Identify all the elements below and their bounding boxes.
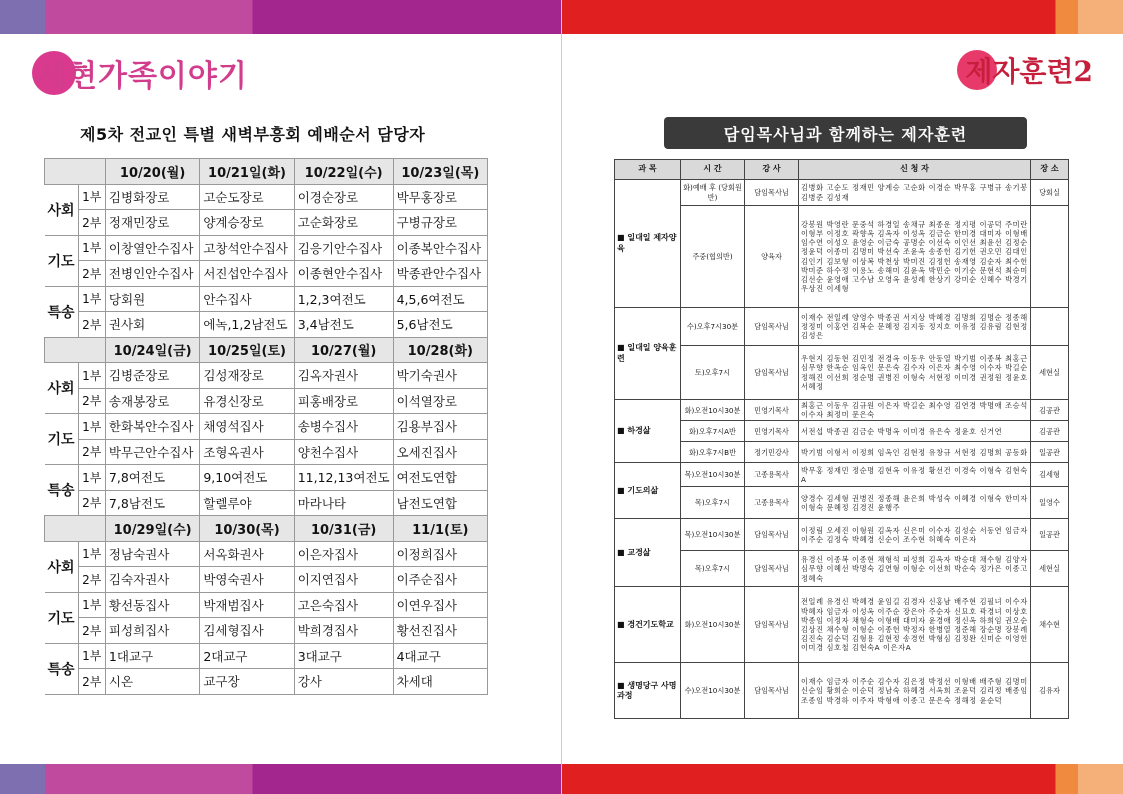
assignee-cell: 2대교구	[200, 643, 294, 669]
place-cell: 김세형	[1031, 463, 1069, 487]
assignee-cell: 이종복안수집사	[393, 235, 487, 261]
brand-logo	[965, 50, 1093, 90]
header-blank	[45, 516, 106, 542]
assignee-cell: 채영석집사	[200, 414, 294, 440]
teacher-cell: 양육자	[745, 206, 799, 308]
table-row	[45, 669, 488, 695]
session-cell: 1부	[78, 592, 105, 618]
header-blank	[45, 159, 106, 185]
assignee-cell: 한화복안수집사	[105, 414, 199, 440]
assignee-cell: 안수집사	[200, 286, 294, 312]
table-row	[615, 206, 1069, 308]
assignee-cell: 조형옥권사	[200, 439, 294, 465]
time-cell: 토)오후7시	[681, 346, 745, 400]
brand-text: 세현가족이야기	[38, 59, 248, 94]
place-cell: 일영수	[1031, 487, 1069, 519]
table-row	[615, 346, 1069, 400]
participants-cell: 양경수 김세형 권병진 정종해 윤은희 박성숙 이혜경 이형숙 한미자 이형숙 문혜정 김경진 윤행주	[799, 487, 1031, 519]
schedule-title: 제5차 전교인 특별 새벽부흥회 예배순서 담당자	[80, 125, 426, 144]
session-cell: 2부	[78, 388, 105, 414]
table-row	[45, 618, 488, 644]
teacher-cell: 민영기목사	[745, 421, 799, 442]
date-header: 10/24일(금)	[105, 337, 199, 363]
table-row	[45, 567, 488, 593]
place-cell: 당회실	[1031, 180, 1069, 206]
category-cell: 사회	[45, 541, 79, 592]
date-header: 10/22일(수)	[294, 159, 393, 185]
place-cell: 김공관	[1031, 400, 1069, 421]
session-cell: 1부	[78, 235, 105, 261]
time-cell: 목)오전10시30분	[681, 463, 745, 487]
date-header: 10/28(화)	[393, 337, 487, 363]
assignee-cell: 송병수집사	[294, 414, 393, 440]
table-row	[45, 439, 488, 465]
assignee-cell: 정남숙권사	[105, 541, 199, 567]
place-cell	[1031, 206, 1069, 308]
table-row	[45, 312, 488, 338]
date-header: 10/30(목)	[200, 516, 294, 542]
category-cell: 기도	[45, 414, 79, 465]
time-cell: 목)오후7시	[681, 551, 745, 587]
session-cell: 1부	[78, 363, 105, 389]
assignee-cell: 피성희집사	[105, 618, 199, 644]
teacher-cell: 담임목사님	[745, 587, 799, 663]
assignee-cell: 이연우집사	[393, 592, 487, 618]
time-cell: 화)예배 후 (당회원반)	[681, 180, 745, 206]
assignee-cell: 구병규장로	[393, 210, 487, 236]
place-cell: 채수현	[1031, 587, 1069, 663]
time-cell: 화)오후7시B반	[681, 442, 745, 463]
training-table	[614, 159, 1069, 719]
course-name: ■ 일대일 양육훈련	[615, 308, 681, 400]
course-name: ■ 일대일 제자양육	[615, 180, 681, 308]
assignee-cell: 4,5,6여전도	[393, 286, 487, 312]
session-cell: 1부	[78, 643, 105, 669]
table-row	[45, 363, 488, 389]
assignee-cell: 1대교구	[105, 643, 199, 669]
time-cell: 화)오전10시30분	[681, 587, 745, 663]
assignee-cell: 4대교구	[393, 643, 487, 669]
session-cell: 2부	[78, 669, 105, 695]
table-row	[45, 184, 488, 210]
column-header: 시 간	[681, 160, 745, 180]
table-row	[45, 261, 488, 287]
assignee-cell: 박기숙권사	[393, 363, 487, 389]
assignee-cell: 김숙자권사	[105, 567, 199, 593]
assignee-cell: 박영숙권사	[200, 567, 294, 593]
assignee-cell: 이주순집사	[393, 567, 487, 593]
column-header: 강 사	[745, 160, 799, 180]
assignee-cell: 9,10여전도	[200, 465, 294, 491]
assignee-cell: 남전도연합	[393, 490, 487, 516]
session-cell: 2부	[78, 618, 105, 644]
assignee-cell: 이은자집사	[294, 541, 393, 567]
teacher-cell: 민영기목사	[745, 400, 799, 421]
assignee-cell: 당회원	[105, 286, 199, 312]
assignee-cell: 교구장	[200, 669, 294, 695]
bottom-color-bar	[562, 764, 1123, 794]
table-row	[45, 541, 488, 567]
time-cell: 수)오전10시30분	[681, 663, 745, 719]
date-header: 10/25일(토)	[200, 337, 294, 363]
assignee-cell: 김세형집사	[200, 618, 294, 644]
assignee-cell: 김응기안수집사	[294, 235, 393, 261]
place-cell: 일공관	[1031, 519, 1069, 551]
training-title: 담임목사님과 함께하는 제자훈련	[664, 117, 1027, 149]
column-header: 신 청 자	[799, 160, 1031, 180]
assignee-cell: 고순화장로	[294, 210, 393, 236]
assignee-cell: 김옥자권사	[294, 363, 393, 389]
bottom-color-bar	[0, 764, 561, 794]
participants-cell: 김병화 고순도 정재민 양계승 고순화 이경순 박무홍 구병규 송기봉 김병준 김성재	[799, 180, 1031, 206]
brand-text: 제자훈련2	[965, 55, 1093, 88]
teacher-cell: 담임목사님	[745, 346, 799, 400]
table-row	[45, 465, 488, 491]
table-row	[45, 286, 488, 312]
brand-logo	[32, 48, 248, 98]
teacher-cell: 담임목사님	[745, 551, 799, 587]
session-cell: 1부	[78, 286, 105, 312]
top-color-bar	[562, 0, 1123, 34]
course-name: ■ 교경삶	[615, 519, 681, 587]
place-cell: 김유자	[1031, 663, 1069, 719]
table-row	[45, 592, 488, 618]
place-cell	[1031, 308, 1069, 346]
assignee-cell: 김성재장로	[200, 363, 294, 389]
table-row	[615, 442, 1069, 463]
assignee-cell: 에녹,1,2남전도	[200, 312, 294, 338]
category-cell: 사회	[45, 363, 79, 414]
table-row	[615, 180, 1069, 206]
assignee-cell: 이석열장로	[393, 388, 487, 414]
participants-cell: 우현지 김동현 김민정 전경옥 이동우 안동열 박기범 이종복 최홍근 심무향 한옥순 임옥인 문은숙 김수자 이은자 최수영 이수자 박길순 정해진 이선희 정순명 권병진 이형숙 서현정 이미경 권정원 정윤호 서혜정	[799, 346, 1031, 400]
left-page	[0, 0, 561, 794]
table-row	[45, 490, 488, 516]
assignee-cell: 강사	[294, 669, 393, 695]
participants-cell: 이재수 임금자 이주순 김수자 김은정 박정선 이형배 배주형 김명미 신순임 황희순 이순덕 정남숙 하혜경 서옥희 조윤덕 김리정 배종임 조종임 박경하 이주자 박형애 이종고 문은숙 정해정 윤순덕	[799, 663, 1031, 719]
participants-cell: 강봉원 박영란 문중석 하경일 송채규 최종운 정지평 이공덕 주미란 이형부 이정호 곽향옥 김옥자 이성옥 김금순 한미경 대미자 이형배 임수연 이성오 윤영순 이금숙 공명순 이선숙 이인선 최윤선 김정순 정윤덕 이종미 김명미 박선숙 조윤옥 송종헌 김기헌 권오민 김대인 김인기 김보형 이상복 박천상 박미진 김정헌 송재영 김순자 최수헌 박미준 하수정 이용노 송해미 김윤옥 박민순 이기순 문현석 최순미 김선순 윤영애 고수남 오영옥 윤성례 한상기 강미순 신혜수 박경기 우상진 이세형	[799, 206, 1031, 308]
category-cell: 특송	[45, 286, 79, 337]
assignee-cell: 시온	[105, 669, 199, 695]
time-cell: 목)오후7시	[681, 487, 745, 519]
table-row	[615, 308, 1069, 346]
participants-cell: 이정림 오세진 이형원 김옥자 신은미 이수자 김성순 서동연 임금자 이주순 김정숙 박혜경 신순이 조수현 허혜숙 이은자	[799, 519, 1031, 551]
assignee-cell: 이정희집사	[393, 541, 487, 567]
course-name: ■ 기도의삶	[615, 463, 681, 519]
assignee-cell: 고은숙집사	[294, 592, 393, 618]
assignee-cell: 고창석안수집사	[200, 235, 294, 261]
top-color-bar	[0, 0, 561, 34]
time-cell: 주중(협의반)	[681, 206, 745, 308]
assignee-cell: 피홍배장로	[294, 388, 393, 414]
date-header-row	[45, 516, 488, 542]
date-header: 10/29일(수)	[105, 516, 199, 542]
category-cell: 사회	[45, 184, 79, 235]
teacher-cell: 담임목사님	[745, 180, 799, 206]
place-cell: 일공관	[1031, 442, 1069, 463]
table-row	[615, 487, 1069, 519]
category-cell: 특송	[45, 643, 79, 694]
assignee-cell: 권사회	[105, 312, 199, 338]
course-name: ■ 생명당구 사명과정	[615, 663, 681, 719]
session-cell: 2부	[78, 439, 105, 465]
date-header-row	[45, 337, 488, 363]
assignee-cell: 이창열안수집사	[105, 235, 199, 261]
course-name: ■ 하경삶	[615, 400, 681, 463]
assignee-cell: 황선동집사	[105, 592, 199, 618]
assignee-cell: 3,4남전도	[294, 312, 393, 338]
time-cell: 화)오후7시A반	[681, 421, 745, 442]
header-row	[615, 160, 1069, 180]
assignee-cell: 박무근안수집사	[105, 439, 199, 465]
time-cell: 수)오후7시30분	[681, 308, 745, 346]
session-cell: 2부	[78, 567, 105, 593]
assignee-cell: 송재봉장로	[105, 388, 199, 414]
time-cell: 화)오전10시30분	[681, 400, 745, 421]
session-cell: 2부	[78, 490, 105, 516]
table-row	[615, 421, 1069, 442]
teacher-cell: 정기민강사	[745, 442, 799, 463]
table-row	[615, 463, 1069, 487]
table-row	[45, 388, 488, 414]
place-cell: 세현실	[1031, 551, 1069, 587]
date-header: 10/21일(화)	[200, 159, 294, 185]
assignee-cell: 정재민장로	[105, 210, 199, 236]
assignee-cell: 7,8남전도	[105, 490, 199, 516]
assignee-cell: 박무홍장로	[393, 184, 487, 210]
assignee-cell: 이종현안수집사	[294, 261, 393, 287]
assignee-cell: 할렐루야	[200, 490, 294, 516]
place-cell: 세현실	[1031, 346, 1069, 400]
assignee-cell: 김병화장로	[105, 184, 199, 210]
participants-cell: 이재수 전일례 양영수 박종권 서지상 박혜경 김명희 김명순 정종해 정정미 이홍연 김복순 문혜정 김지동 정지호 이유정 김유림 김현정 김성은	[799, 308, 1031, 346]
assignee-cell: 여전도연합	[393, 465, 487, 491]
assignee-cell: 양계승장로	[200, 210, 294, 236]
table-row	[45, 235, 488, 261]
table-row	[45, 210, 488, 236]
date-header-row	[45, 159, 488, 185]
assignee-cell: 차세대	[393, 669, 487, 695]
column-header: 장 소	[1031, 160, 1069, 180]
assignee-cell: 김용부집사	[393, 414, 487, 440]
session-cell: 2부	[78, 312, 105, 338]
participants-cell: 최홍근 이동우 김규원 이은자 박길순 최수영 김연경 박명애 조승석 이수자 최정미 문은숙	[799, 400, 1031, 421]
assignee-cell: 마라나타	[294, 490, 393, 516]
assignee-cell: 5,6남전도	[393, 312, 487, 338]
category-cell: 기도	[45, 592, 79, 643]
participants-cell: 전일례 유경신 박혜경 윤임길 김경자 신홍남 배주현 김필녀 이수자 박혜자 임금자 이성옥 이주순 장은아 주순자 신묘호 곽경녀 이상호 박종임 이정자 채형숙 이형배 대미자 윤경애 정신옥 하희임 권오순 김상진 채수형 이형순 이종헌 박정자 한병열 정준해 장순명 장봉례 김진숙 김순덕 김형용 김현정 송경헌 박형심 김정완 신미순 이영헌 이미경 심호철 김현숙A 이은자A	[799, 587, 1031, 663]
assignee-cell: 유경신장로	[200, 388, 294, 414]
assignee-cell: 11,12,13여전도	[294, 465, 393, 491]
teacher-cell: 담임목사님	[745, 663, 799, 719]
participants-cell: 박무홍 정재민 정순명 김현옥 이유정 황선건 이경숙 이형숙 김현숙A	[799, 463, 1031, 487]
teacher-cell: 담임목사님	[745, 519, 799, 551]
assignee-cell: 1,2,3여전도	[294, 286, 393, 312]
assignee-cell: 고순도장로	[200, 184, 294, 210]
table-row	[615, 587, 1069, 663]
assignee-cell: 오세진집사	[393, 439, 487, 465]
table-row	[615, 551, 1069, 587]
assignee-cell: 서진섭안수집사	[200, 261, 294, 287]
participants-cell: 유경신 이종복 이종현 채형석 피성희 김옥자 박승대 채수형 김양자 심무향 이혜선 박명숙 김연형 이형순 이선희 박순숙 정가은 이종고 정혜숙	[799, 551, 1031, 587]
assignee-cell: 박종관안수집사	[393, 261, 487, 287]
assignee-cell: 7,8여전도	[105, 465, 199, 491]
date-header: 10/27(월)	[294, 337, 393, 363]
assignee-cell: 전병인안수집사	[105, 261, 199, 287]
session-cell: 1부	[78, 541, 105, 567]
session-cell: 1부	[78, 465, 105, 491]
time-cell: 목)오전10시30분	[681, 519, 745, 551]
session-cell: 1부	[78, 414, 105, 440]
session-cell: 2부	[78, 210, 105, 236]
session-cell: 2부	[78, 261, 105, 287]
teacher-cell: 담임목사님	[745, 308, 799, 346]
assignee-cell: 3대교구	[294, 643, 393, 669]
session-cell: 1부	[78, 184, 105, 210]
assignee-cell: 양천수집사	[294, 439, 393, 465]
teacher-cell: 고종용목사	[745, 487, 799, 519]
table-row	[45, 643, 488, 669]
table-row	[615, 519, 1069, 551]
date-header: 11/1(토)	[393, 516, 487, 542]
date-header: 10/20(월)	[105, 159, 199, 185]
assignee-cell: 박희경집사	[294, 618, 393, 644]
assignee-cell: 이지연집사	[294, 567, 393, 593]
assignee-cell: 황선진집사	[393, 618, 487, 644]
date-header: 10/31(금)	[294, 516, 393, 542]
category-cell: 기도	[45, 235, 79, 286]
place-cell: 김공관	[1031, 421, 1069, 442]
participants-cell: 박기범 이형서 이정희 임옥인 김현정 유창규 서현정 김명희 공동화	[799, 442, 1031, 463]
participants-cell: 서전섭 박종권 김금순 박명옥 이미경 유은숙 정윤호 신거연	[799, 421, 1031, 442]
schedule-table	[44, 158, 488, 695]
table-row	[615, 663, 1069, 719]
date-header: 10/23일(목)	[393, 159, 487, 185]
table-row	[615, 400, 1069, 421]
assignee-cell: 서옥화권사	[200, 541, 294, 567]
teacher-cell: 고종용목사	[745, 463, 799, 487]
header-blank	[45, 337, 106, 363]
assignee-cell: 김병준장로	[105, 363, 199, 389]
category-cell: 특송	[45, 465, 79, 516]
table-row	[45, 414, 488, 440]
assignee-cell: 박재범집사	[200, 592, 294, 618]
assignee-cell: 이경순장로	[294, 184, 393, 210]
column-header: 과 목	[615, 160, 681, 180]
course-name: ■ 경건기도학교	[615, 587, 681, 663]
